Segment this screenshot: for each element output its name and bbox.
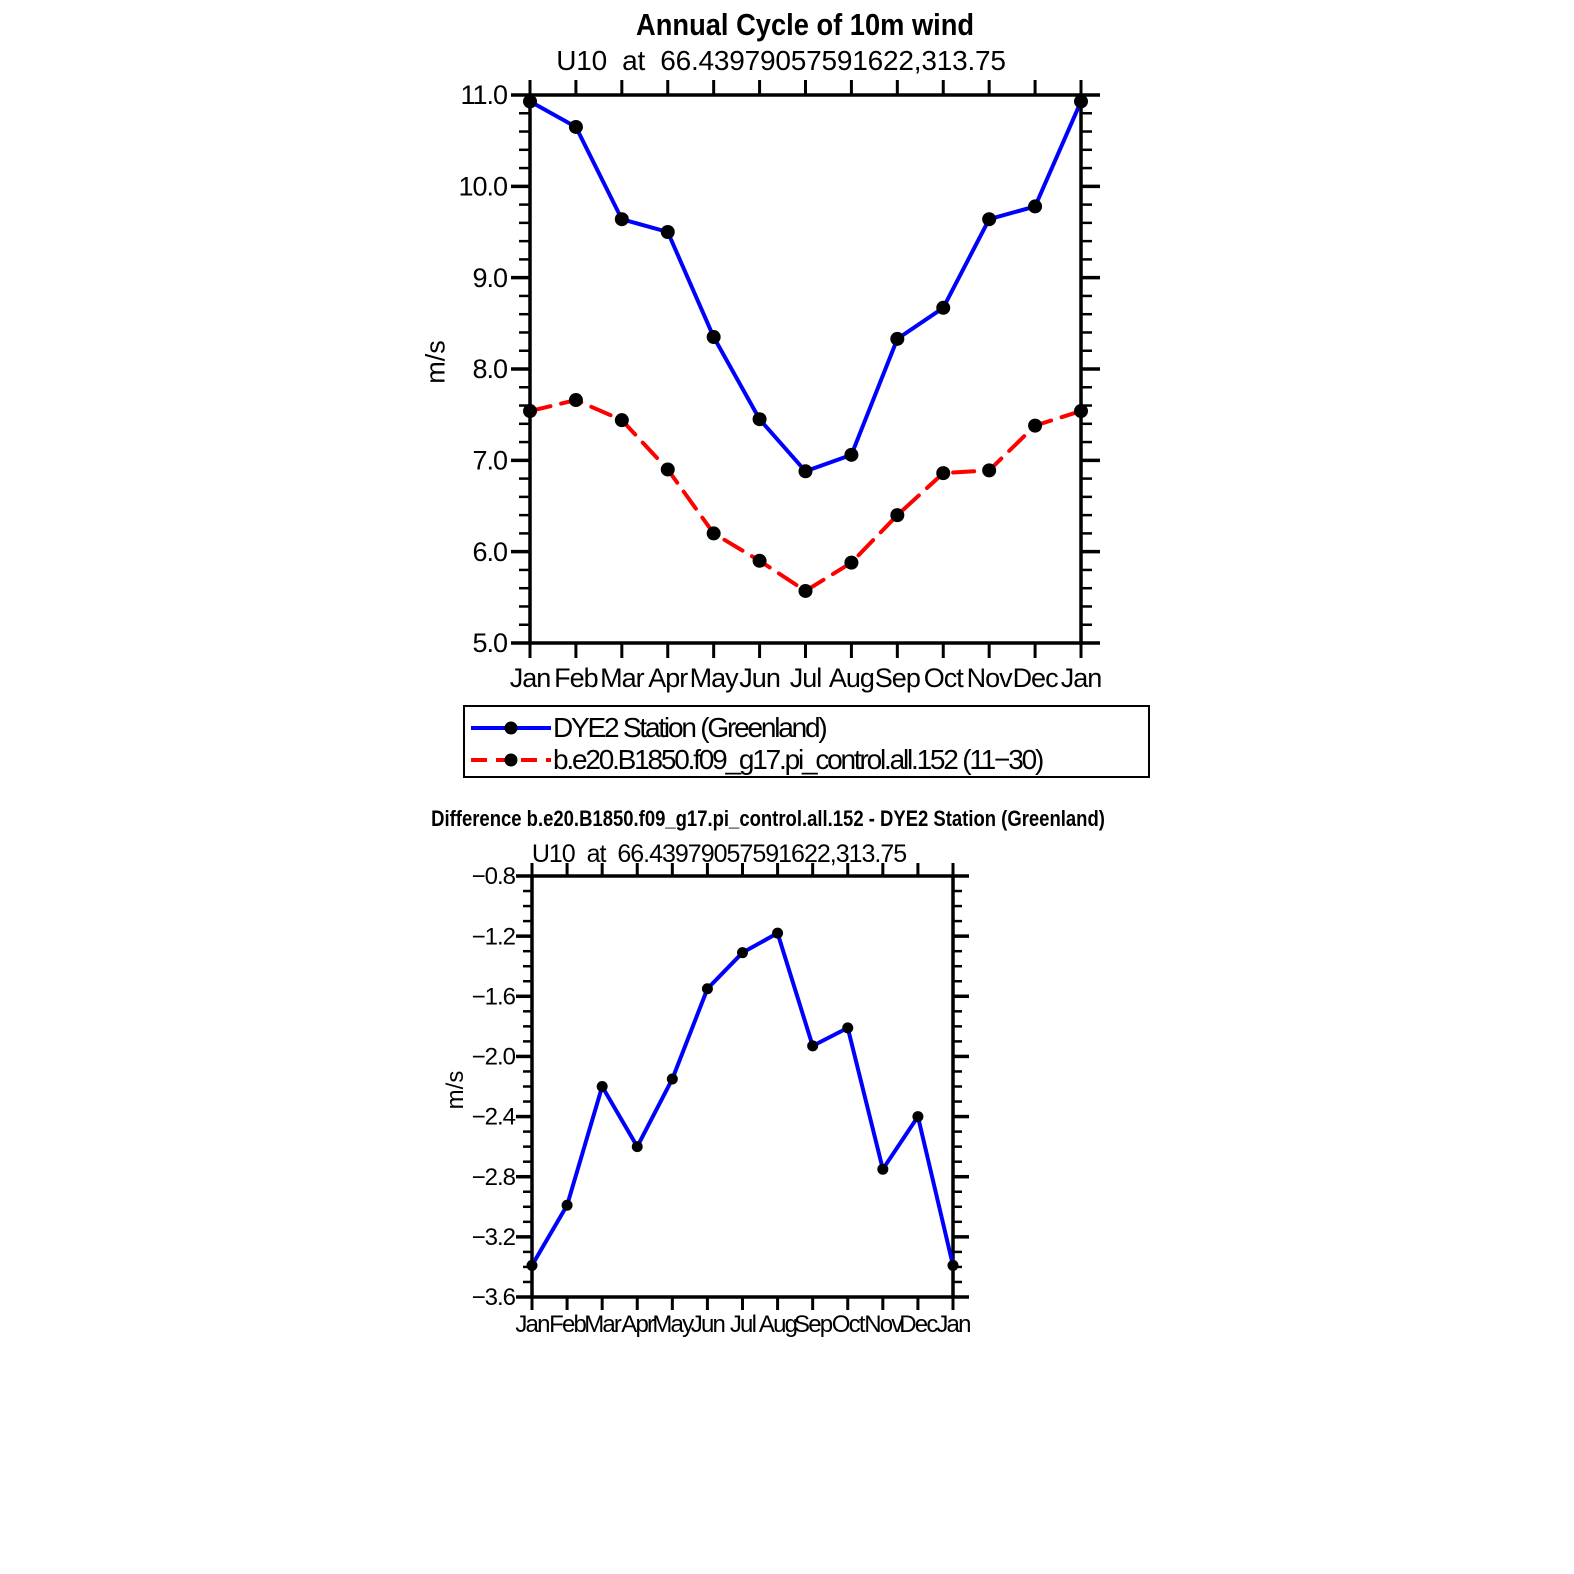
svg-text:−2.0: −2.0 [471,1043,515,1071]
svg-text:7.0: 7.0 [472,445,507,476]
diff-chart-title [367,806,1118,832]
svg-text:Mar: Mar [584,1311,621,1338]
svg-text:Oct: Oct [923,663,963,693]
svg-text:−0.8: −0.8 [471,863,515,891]
svg-text:Mar: Mar [600,663,644,693]
svg-text:Sep: Sep [794,1311,832,1338]
diff-chart-y-axis-label: m/s [442,1070,469,1110]
legend-line-sample-dashed-red [469,750,553,770]
svg-text:Jan: Jan [936,1311,970,1338]
svg-text:Nov: Nov [966,663,1012,693]
svg-text:Jul: Jul [789,663,822,693]
svg-text:−2.8: −2.8 [471,1163,515,1191]
svg-text:Apr: Apr [621,1311,654,1338]
svg-text:Sep: Sep [874,663,920,693]
svg-text:Nov: Nov [864,1311,902,1338]
top-chart-title [430,8,1181,42]
svg-text:6.0: 6.0 [472,536,507,567]
legend-line-sample-solid-blue [469,718,553,738]
svg-text:Dec: Dec [1012,663,1058,693]
top-chart-y-axis-label: m/s [420,340,451,384]
legend-entry-model [469,744,1043,775]
svg-text:Apr: Apr [648,663,688,693]
svg-text:8.0: 8.0 [472,354,507,385]
svg-text:5.0: 5.0 [472,628,507,659]
svg-text:−1.6: −1.6 [471,983,515,1011]
top-chart-subtitle: U10 at 66.43979057591622,313.75 [556,45,1006,76]
svg-text:−3.2: −3.2 [471,1224,515,1252]
svg-text:Jun: Jun [690,1311,725,1338]
svg-text:Jun: Jun [739,663,780,693]
svg-text:Aug: Aug [828,663,874,693]
legend-label-dye2: DYE2 Station (Greenland) [553,712,826,743]
diff-chart-title-text: Difference b.e20.B1850.f09_g17.pi_control.all.152 - DYE2 Station (Greenland) [431,806,1105,831]
legend-box [463,705,1150,778]
svg-text:Jan: Jan [1060,663,1102,693]
svg-text:9.0: 9.0 [472,262,507,293]
svg-text:Jan: Jan [515,1311,549,1338]
svg-text:Oct: Oct [831,1311,864,1338]
svg-text:−3.6: −3.6 [471,1284,515,1312]
svg-text:Jul: Jul [729,1311,756,1338]
svg-text:−1.2: −1.2 [471,923,515,951]
svg-text:May: May [689,663,738,693]
svg-text:Dec: Dec [899,1311,937,1338]
legend-entry-dye2 [469,712,826,743]
svg-text:Aug: Aug [758,1311,797,1338]
svg-text:Jan: Jan [509,663,551,693]
top-chart-title-text: Annual Cycle of 10m wind [636,7,975,42]
legend-label-model: b.e20.B1850.f09_g17.pi_control.all.152 (11−30) [553,744,1043,775]
svg-text:−2.4: −2.4 [471,1103,515,1131]
svg-text:Feb: Feb [554,663,598,693]
diff-chart-subtitle: U10 at 66.43979057591622,313.75 [531,840,907,868]
svg-text:11.0: 11.0 [460,80,507,111]
svg-text:Feb: Feb [549,1311,586,1338]
svg-text:May: May [652,1311,693,1338]
svg-text:10.0: 10.0 [458,171,507,202]
